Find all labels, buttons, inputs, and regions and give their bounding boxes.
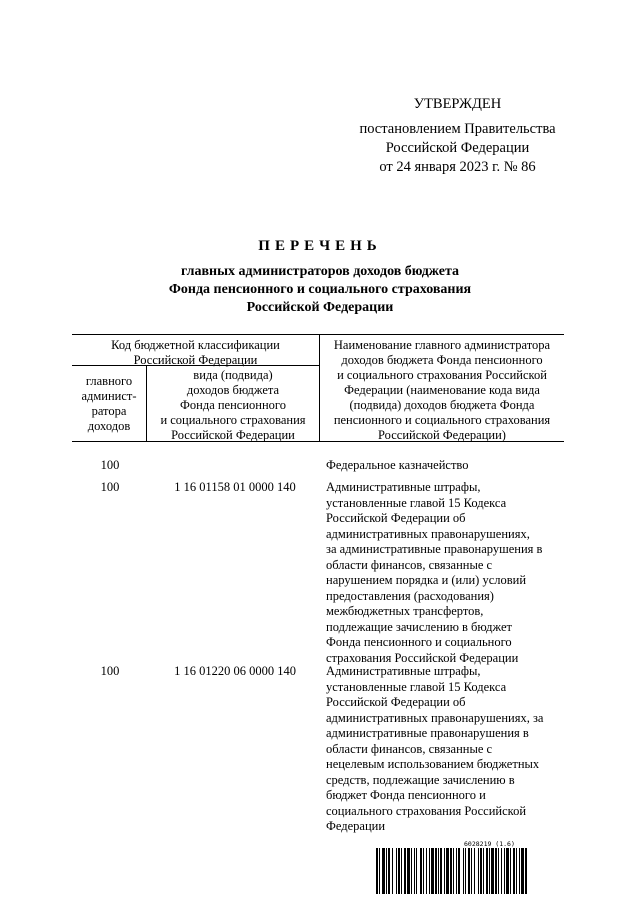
approval-block [330,95,585,177]
approval-line: постановлением Правительства [359,121,556,137]
barcode-icon [376,848,616,894]
approval-line: Российской Федерации [385,140,530,156]
document-title: ПЕРЕЧЕНЬ [258,238,382,254]
income-name: Административные штрафы, установленные главой 15 Кодекса Российской Федерации об административных правонарушениях, за административные правонарушения в области финансов, связанные с нарушением порядка и (или) условий предоставления (расходования) межбюджетных трансфертов, подлежащие зачислению в бюджет Фонда пенсионного и социального страхования Российской Федерации [326,480,543,665]
income-name: Федеральное казначейство [326,458,469,472]
barcode-number: 6028219 (1.6) [464,840,515,848]
admin-code: 100 [100,480,120,494]
approval-line: от 24 января 2023 г. № 86 [379,159,536,175]
header-income-type: вида (подвида) доходов бюджета Фонда пенсионного и социального страхования Российской Федерации [160,368,306,442]
admin-code: 100 [100,458,120,472]
header-code-group: Код бюджетной классификации Российской Федерации [111,338,280,367]
subtitle-line: главных администраторов доходов бюджета [180,264,460,279]
header-admin: главного админист- ратора доходов [81,374,137,433]
document-subtitle [0,263,640,317]
admin-code: 100 [100,664,120,678]
income-code: 1 16 01220 06 0000 140 [174,664,296,678]
table-top-rule [72,334,564,335]
header-name: Наименование главного администратора доходов бюджета Фонда пенсионного и социального страхования Российской Федерации (наименование кода вида (подвида) доходов бюджета Фонда пенсионного и социального страхования Российской Федерации) [333,338,551,442]
income-name: Административные штрафы, установленные главой 15 Кодекса Российской Федерации об административных правонарушениях, за административные правонарушения в области финансов, связанные с нецелевым использованием бюджетных средств, подлежащие зачислению в бюджет Фонда пенсионного и социального страхования Российской Федерации [326,664,544,833]
subtitle-line: Фонда пенсионного и социального страхования [168,282,472,297]
subtitle-line: Российской Федерации [246,300,394,315]
approval-heading: УТВЕРЖДЕН [413,96,502,112]
income-code: 1 16 01158 01 0000 140 [174,480,296,494]
